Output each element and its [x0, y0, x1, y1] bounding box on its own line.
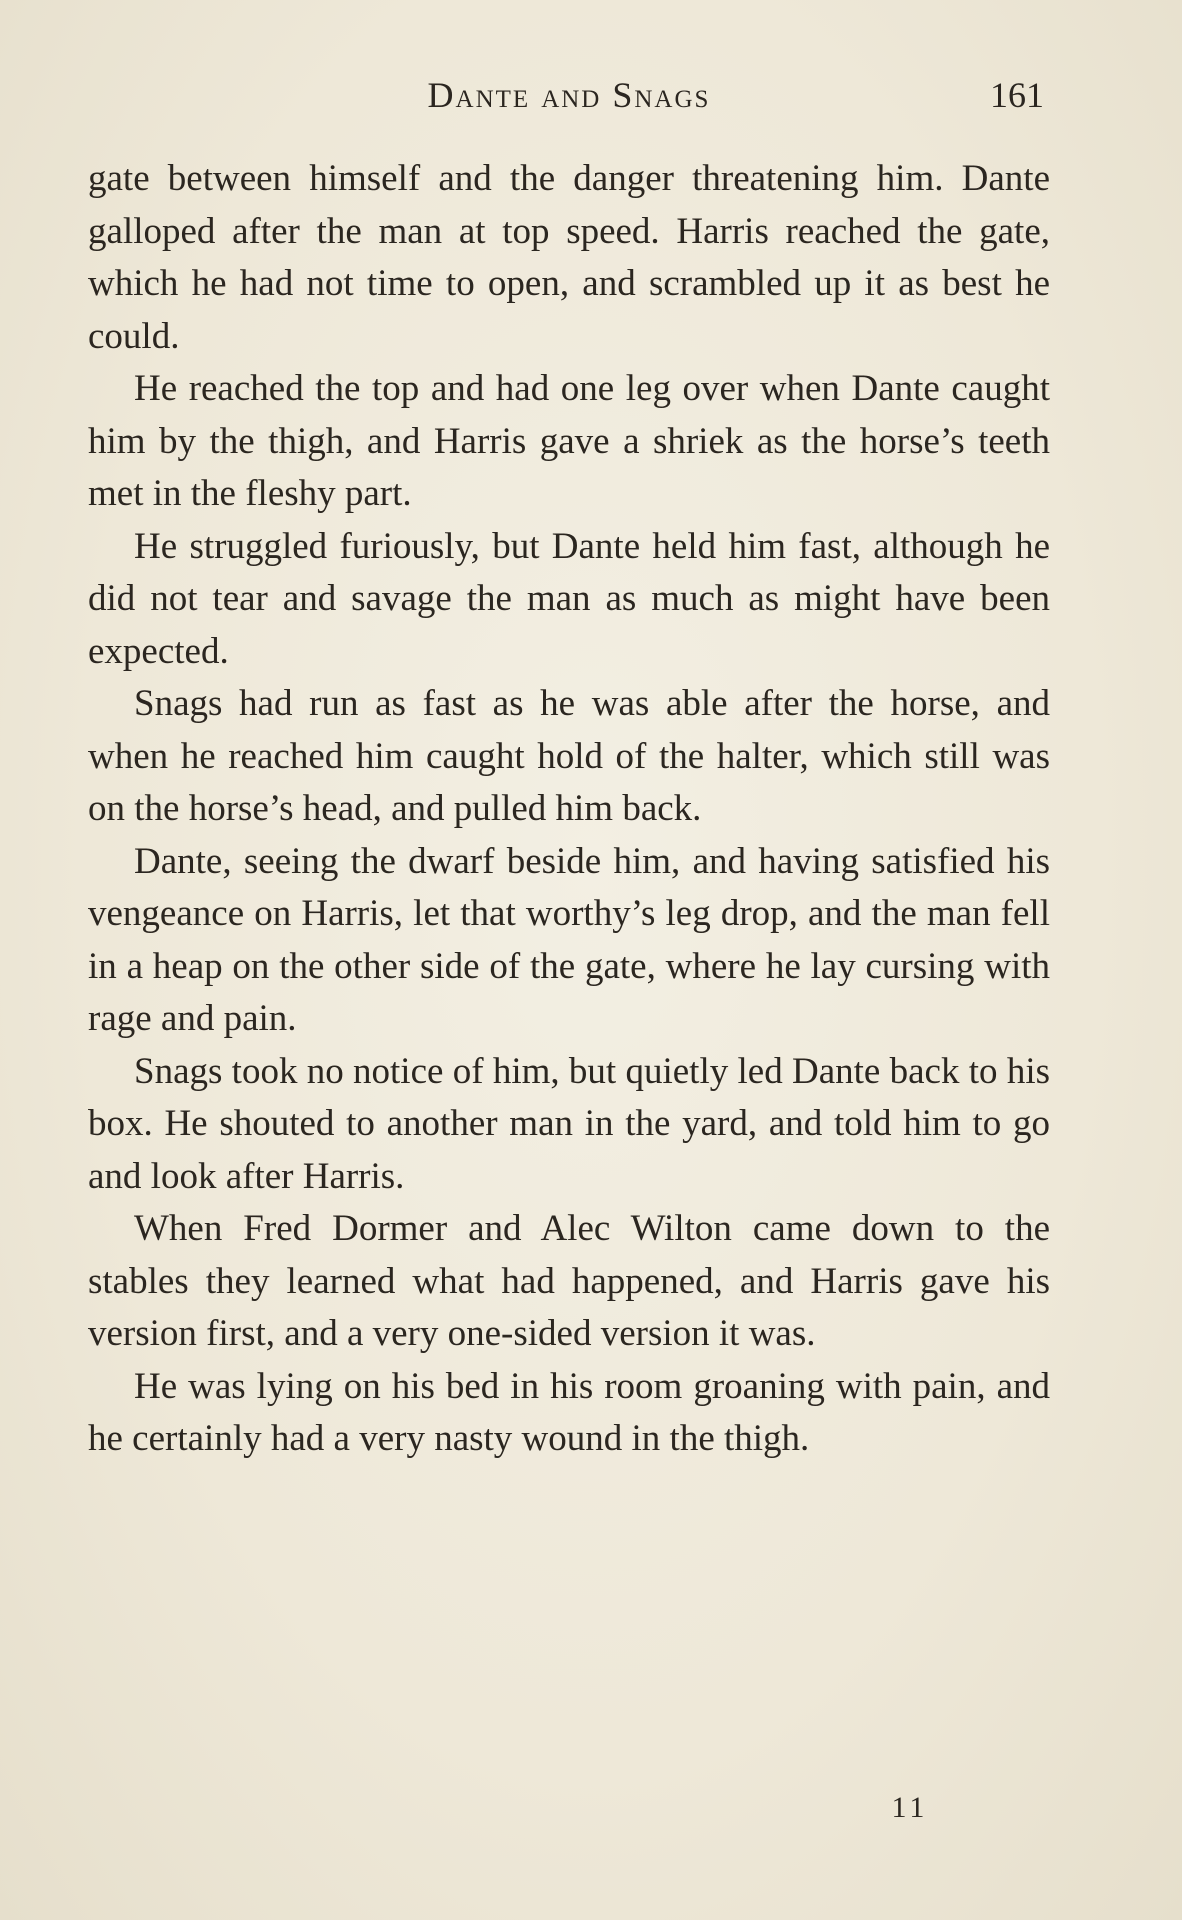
paragraph: Snags had run as fast as he was able after the horse, and when he reached him caught hold of the halter, which still was on the horse’s head, and pulled him back.	[88, 683, 1050, 829]
paragraph: Snags took no notice of him, but quietly led Dante back to his box. He shouted to another man in the yard, and told him to go and look after Harris.	[88, 1050, 1050, 1197]
page-header	[88, 70, 1050, 120]
paragraph: He struggled furiously, but Dante held him fast, although he did not tear and savage the man as much as might have been expected.	[88, 525, 1050, 672]
running-title: Dante and Snags	[427, 75, 711, 115]
body-text	[88, 153, 1050, 1466]
paragraph: When Fred Dormer and Alec Wilton came down to the stables they learned what had happened, and Harris gave his version first, and a very one-sided version it was.	[88, 1208, 1050, 1354]
page-number: 161	[990, 75, 1044, 115]
paragraph: He was lying on his bed in his room groaning with pain, and he certainly had a very nasty wound in the thigh.	[88, 1365, 1050, 1459]
paragraph: He reached the top and had one leg over when Dante caught him by the thigh, and Harris gave a shriek as the horse’s teeth met in the fleshy part.	[88, 368, 1050, 514]
paragraph: Dante, seeing the dwarf beside him, and having satisfied his vengeance on Harris, let that worthy’s leg drop, and the man fell in a heap on the other side of the gate, where he lay cursing with rage and pain.	[88, 840, 1050, 1039]
signature-mark: 11	[891, 1791, 929, 1824]
paragraph: gate between himself and the danger threatening him. Dante galloped after the man at top speed. Harris reached the gate, which he had not time to open, and scrambled up it as best he could.	[88, 158, 1050, 357]
